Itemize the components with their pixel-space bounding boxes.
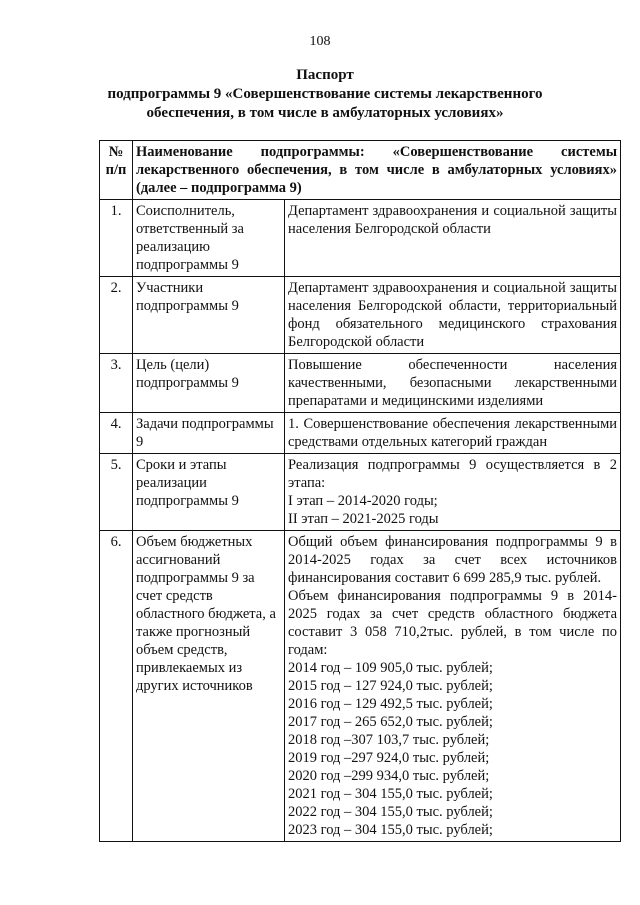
document-title xyxy=(40,66,610,123)
row-number: 3. xyxy=(100,354,133,413)
row-value: Департамент здравоохранения и социальной защиты населения Белгородской области xyxy=(285,200,621,277)
row-name: Цель (цели) подпрограммы 9 xyxy=(133,354,285,413)
row-number: 5. xyxy=(100,454,133,531)
total-financing: Общий объем финансирования подпрограммы 9 в 2014-2025 годах за счет всех источников финансирования составит 6 699 285,9 тыс. рублей. xyxy=(288,534,618,586)
row-value: Повышение обеспеченности населения качественными, безопасными лекарственными препаратами и медицинскими изделиями xyxy=(285,354,621,413)
table-row xyxy=(100,454,621,531)
row-value xyxy=(285,454,621,531)
row-number: 2. xyxy=(100,277,133,354)
page-number: 108 xyxy=(309,34,331,49)
table-row xyxy=(100,531,621,842)
year-financing-line: 2014 год – 109 905,0 тыс. рублей; xyxy=(288,660,493,676)
year-financing-line: 2019 год –297 924,0 тыс. рублей; xyxy=(288,750,490,766)
row-number: 6. xyxy=(100,531,133,842)
table-row xyxy=(100,200,621,277)
header-title-cell: Наименование подпрограммы: «Совершенствование системы лекарственного обеспечения, в том числе в амбулаторных условиях» (далее – подпрограмма 9) xyxy=(133,141,621,200)
stage-2: II этап – 2021-2025 годы xyxy=(288,511,439,527)
passport-table xyxy=(99,140,621,842)
row-value xyxy=(285,531,621,842)
row-number: 4. xyxy=(100,413,133,454)
table-row xyxy=(100,277,621,354)
header-number-cell: № п/п xyxy=(100,141,133,200)
table-row xyxy=(100,354,621,413)
title-line-1: Паспорт xyxy=(296,67,354,83)
year-financing-line: 2017 год – 265 652,0 тыс. рублей; xyxy=(288,714,493,730)
year-financing-line: 2021 год – 304 155,0 тыс. рублей; xyxy=(288,786,493,802)
row-name: Объем бюджетных ассигнований подпрограммы 9 за счет средств областного бюджета, а также прогнозный объем средств, привлекаемых из других источников xyxy=(133,531,285,842)
row-name: Задачи подпрограммы 9 xyxy=(133,413,285,454)
year-financing-line: 2015 год – 127 924,0 тыс. рублей; xyxy=(288,678,493,694)
row-name: Сроки и этапы реализации подпрограммы 9 xyxy=(133,454,285,531)
row-number: 1. xyxy=(100,200,133,277)
title-line-2: подпрограммы 9 «Совершенствование системы лекарственного xyxy=(107,86,543,102)
year-financing-line: 2018 год –307 103,7 тыс. рублей; xyxy=(288,732,490,748)
stages-intro: Реализация подпрограммы 9 осуществляется в 2 этапа: xyxy=(288,457,618,491)
row-value: 1. Совершенствование обеспечения лекарственными средствами отдельных категорий граждан xyxy=(285,413,621,454)
title-line-3: обеспечения, в том числе в амбулаторных условиях» xyxy=(146,105,504,121)
year-financing-line: 2020 год –299 934,0 тыс. рублей; xyxy=(288,768,490,784)
stage-1: I этап – 2014-2020 годы; xyxy=(288,493,438,509)
row-name: Участники подпрограммы 9 xyxy=(133,277,285,354)
table-row xyxy=(100,413,621,454)
table-header-row xyxy=(100,141,621,200)
year-financing-line: 2016 год – 129 492,5 тыс. рублей; xyxy=(288,696,493,712)
row-value: Департамент здравоохранения и социальной защиты населения Белгородской области, территориальный фонд обязательного медицинского страхования Белгородской области xyxy=(285,277,621,354)
year-financing-line: 2022 год – 304 155,0 тыс. рублей; xyxy=(288,804,493,820)
regional-financing: Объем финансирования подпрограммы 9 в 2014-2025 годах за счет средств областного бюджета составит 3 058 710,2тыс. рублей, в том числе по годам: xyxy=(288,588,618,658)
year-financing-line: 2023 год – 304 155,0 тыс. рублей; xyxy=(288,822,493,838)
row-name: Соисполнитель, ответственный за реализацию подпрограммы 9 xyxy=(133,200,285,277)
